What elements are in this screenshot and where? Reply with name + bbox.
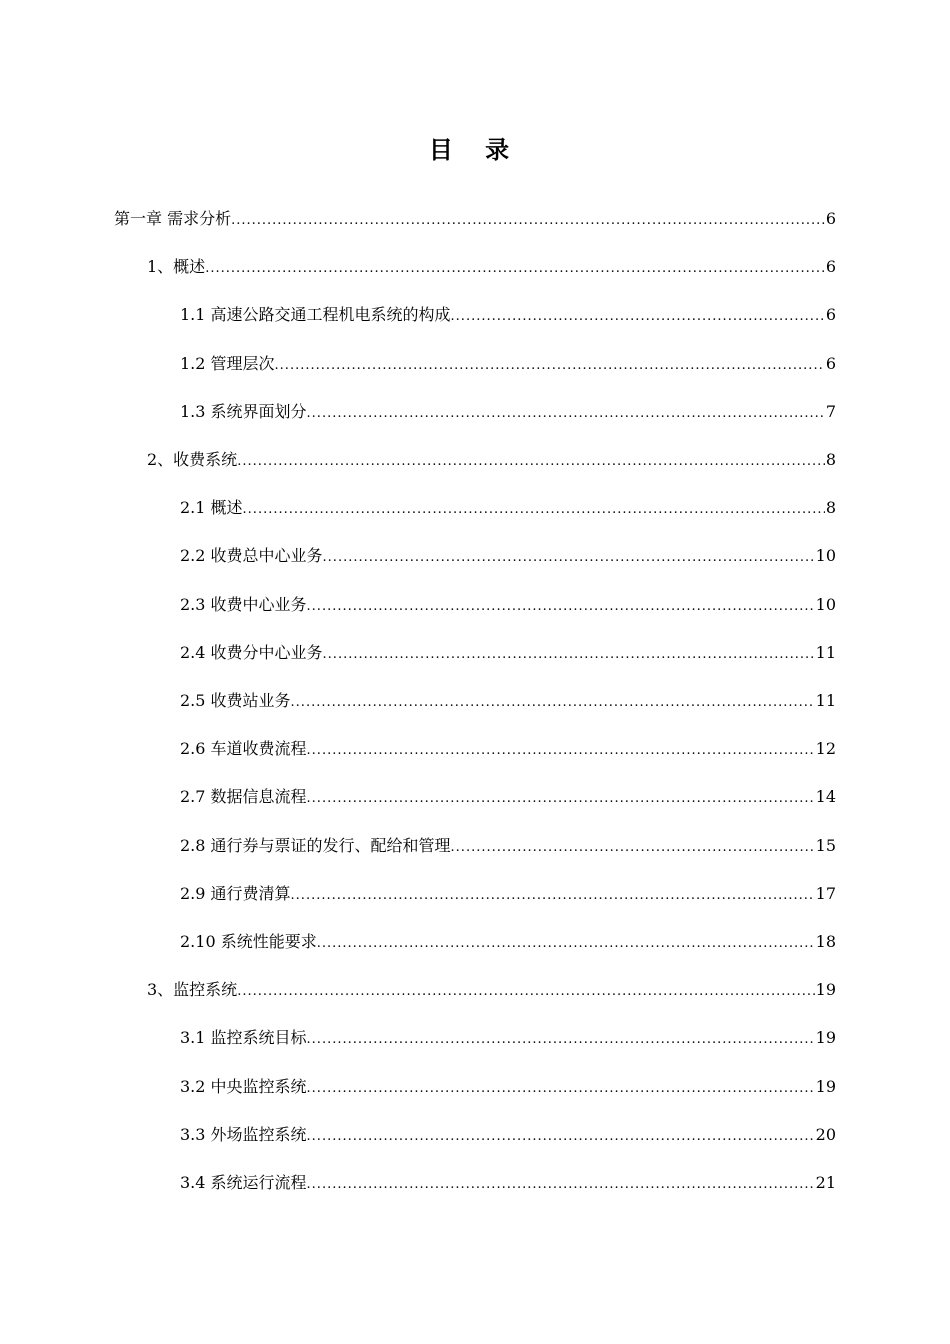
toc-entry[interactable] <box>180 1025 836 1051</box>
toc-entry[interactable] <box>180 881 836 907</box>
toc-entry-label: 2.5 收费站业务 <box>180 691 291 710</box>
toc-entry-label: 3.3 外场监控系统 <box>180 1124 307 1144</box>
toc-entry[interactable] <box>147 977 836 1003</box>
toc-entry-label: 2.8 通行券与票证的发行、配给和管理 <box>180 835 451 855</box>
toc-entry-label: 3、监控系统 <box>147 980 238 1000</box>
toc-dot-leader <box>291 692 815 714</box>
toc-entry-label: 3.4 系统运行流程 <box>180 1173 307 1192</box>
toc-page-number: 6 <box>825 209 836 228</box>
toc-entry[interactable] <box>180 351 836 377</box>
toc-page-number: 20 <box>815 1124 836 1144</box>
toc-entry-label: 2.1 概述 <box>180 498 243 518</box>
toc-entry-label: 2.6 车道收费流程 <box>180 739 307 759</box>
toc-dot-leader <box>307 1174 815 1196</box>
toc-entry[interactable] <box>180 592 836 618</box>
toc-dot-leader <box>231 210 825 232</box>
toc-dot-leader <box>451 306 825 328</box>
toc-entry[interactable] <box>147 254 836 280</box>
toc-page-number: 11 <box>815 691 836 710</box>
toc-page-number: 17 <box>815 883 836 903</box>
toc-entry[interactable] <box>180 495 836 521</box>
toc-entry[interactable] <box>180 1074 836 1100</box>
toc-entry[interactable] <box>180 640 836 666</box>
toc-page-number: 6 <box>825 257 836 277</box>
toc-entry-label: 第一章 需求分析 <box>114 209 232 228</box>
toc-dot-leader <box>243 499 825 521</box>
toc-page-number: 19 <box>815 1028 836 1048</box>
toc-page-number: 10 <box>815 594 836 614</box>
toc-dot-leader <box>307 596 815 618</box>
toc-entry-label: 2.7 数据信息流程 <box>180 787 307 807</box>
toc-entry[interactable] <box>180 784 836 810</box>
toc-entry-label: 1、概述 <box>147 257 206 277</box>
toc-entry-label: 3.1 监控系统目标 <box>180 1028 307 1048</box>
toc-entry[interactable] <box>180 929 836 955</box>
toc-page-number: 6 <box>825 353 836 373</box>
toc-entry[interactable] <box>180 736 836 762</box>
toc-entry-label: 3.2 中央监控系统 <box>180 1076 307 1096</box>
toc-entry-label: 2.2 收费总中心业务 <box>180 546 323 566</box>
toc-entry[interactable] <box>180 302 836 328</box>
toc-page-number: 15 <box>815 835 836 855</box>
toc-entry-label: 1.2 管理层次 <box>180 353 275 373</box>
toc-entry[interactable] <box>180 1122 836 1148</box>
toc-entry[interactable] <box>180 833 836 859</box>
toc-page-number: 8 <box>825 498 836 518</box>
toc-entry-label: 1.3 系统界面划分 <box>180 401 307 421</box>
toc-page-number: 18 <box>815 932 836 951</box>
toc-entry-label: 2、收费系统 <box>147 450 238 469</box>
toc-page-number: 6 <box>825 305 836 325</box>
toc-dot-leader <box>307 740 815 762</box>
toc-entry[interactable] <box>180 543 836 569</box>
toc-page-number: 11 <box>815 642 836 662</box>
toc-dot-leader <box>307 1126 815 1148</box>
toc-entry[interactable] <box>180 399 836 425</box>
toc-dot-leader <box>275 355 825 377</box>
toc-page-number: 14 <box>815 787 836 807</box>
toc-page-number: 21 <box>815 1173 836 1192</box>
toc-page-number: 8 <box>825 450 836 469</box>
toc-page-number: 12 <box>815 739 836 759</box>
toc-dot-leader <box>307 788 815 810</box>
toc-entry-label: 2.4 收费分中心业务 <box>180 642 323 662</box>
toc-dot-leader <box>307 403 825 425</box>
toc-dot-leader <box>205 258 825 280</box>
toc-dot-leader <box>451 837 815 859</box>
toc-dot-leader <box>323 547 815 569</box>
toc-entry-label: 1.1 高速公路交通工程机电系统的构成 <box>180 305 451 325</box>
toc-entry[interactable] <box>147 447 836 473</box>
toc-dot-leader <box>317 933 815 955</box>
toc-page-number: 19 <box>815 1076 836 1096</box>
toc-dot-leader <box>307 1078 815 1100</box>
toc-dot-leader <box>237 981 814 1003</box>
toc-page-number: 7 <box>825 401 836 421</box>
toc-entry[interactable] <box>114 206 836 232</box>
toc-dot-leader <box>323 644 815 666</box>
toc-entry-label: 2.10 系统性能要求 <box>180 932 317 951</box>
toc-page-number: 10 <box>815 546 836 566</box>
toc-dot-leader <box>291 885 815 907</box>
toc-entry-label: 2.9 通行费清算 <box>180 883 291 903</box>
toc-title: 目 录 <box>428 136 522 164</box>
toc-entry[interactable] <box>180 1170 836 1196</box>
toc-dot-leader <box>307 1029 815 1051</box>
toc-entry[interactable] <box>180 688 836 714</box>
toc-dot-leader <box>237 451 825 473</box>
toc-page-number: 19 <box>815 980 836 1000</box>
toc-entry-label: 2.3 收费中心业务 <box>180 594 307 614</box>
